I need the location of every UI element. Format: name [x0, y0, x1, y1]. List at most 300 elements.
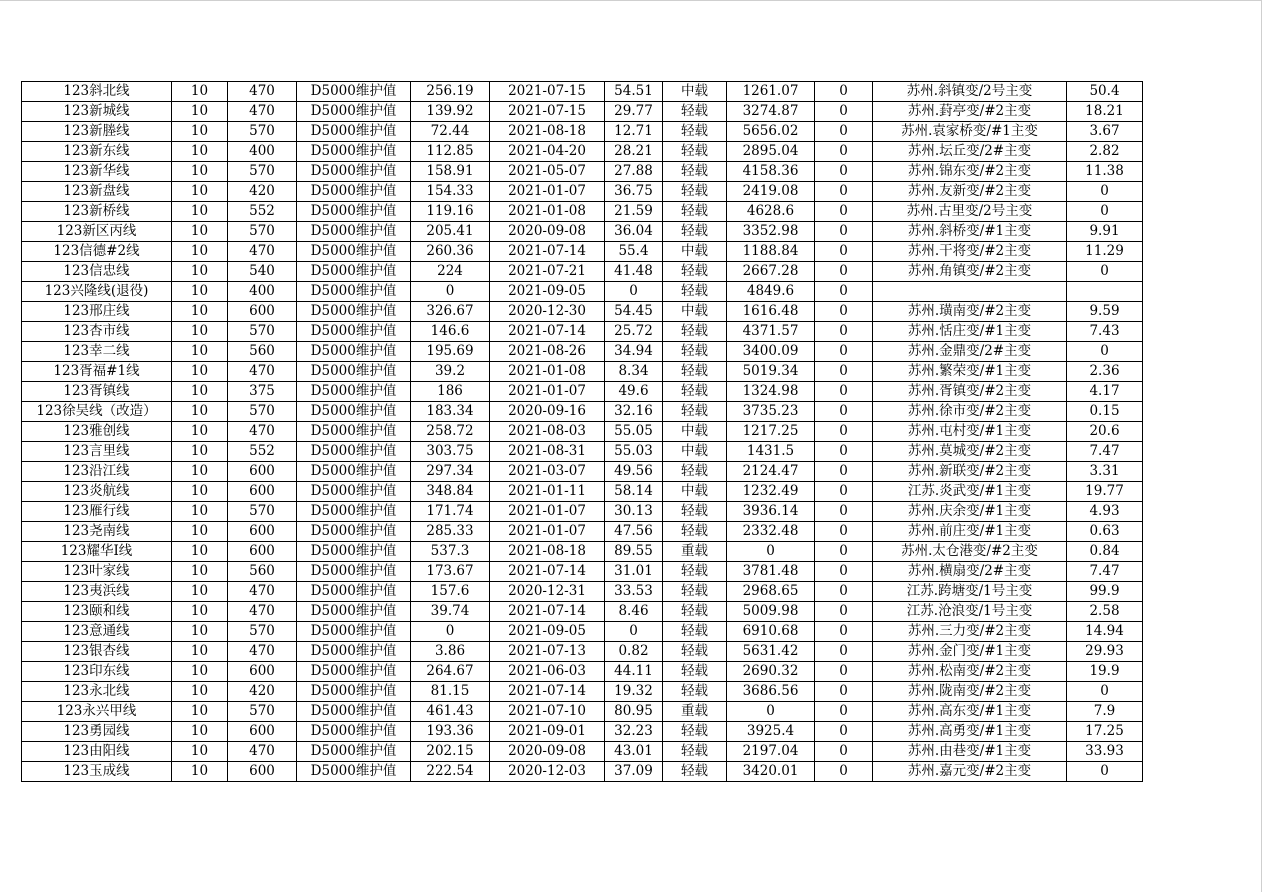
value-cell: 0: [1067, 262, 1143, 282]
flag-cell: 0: [815, 382, 873, 402]
line-name-cell: 123杏市线: [22, 322, 172, 342]
load-status-cell: 中载: [663, 242, 727, 262]
voltage-cell: 10: [172, 442, 228, 462]
rating-cell: 420: [228, 182, 297, 202]
value-cell: 7.9: [1067, 702, 1143, 722]
current-cell: 154.33: [411, 182, 490, 202]
line-name-cell: 123新东线: [22, 142, 172, 162]
value-cell: 0: [1067, 202, 1143, 222]
line-name-cell: 123邢庄线: [22, 302, 172, 322]
spare-capacity-cell: 1232.49: [727, 482, 815, 502]
rating-cell: 570: [228, 702, 297, 722]
spare-capacity-cell: 3925.4: [727, 722, 815, 742]
value-cell: [1067, 282, 1143, 302]
transformer-cell: 苏州.胥镇变/#2主变: [873, 382, 1067, 402]
transformer-cell: 苏州.横扇变/2#主变: [873, 562, 1067, 582]
table-row: [22, 82, 1143, 102]
rating-cell: 470: [228, 582, 297, 602]
date-cell: 2021-06-03: [490, 662, 605, 682]
value-cell: 7.43: [1067, 322, 1143, 342]
value-cell: 0.63: [1067, 522, 1143, 542]
spare-capacity-cell: 1188.84: [727, 242, 815, 262]
source-cell: D5000维护值: [297, 282, 411, 302]
rating-cell: 570: [228, 122, 297, 142]
spare-capacity-cell: 1431.5: [727, 442, 815, 462]
load-rate-cell: 34.94: [605, 342, 663, 362]
date-cell: 2021-01-08: [490, 362, 605, 382]
flag-cell: 0: [815, 522, 873, 542]
source-cell: D5000维护值: [297, 202, 411, 222]
value-cell: 18.21: [1067, 102, 1143, 122]
source-cell: D5000维护值: [297, 162, 411, 182]
load-status-cell: 轻载: [663, 162, 727, 182]
current-cell: 72.44: [411, 122, 490, 142]
load-status-cell: 轻载: [663, 642, 727, 662]
date-cell: 2021-07-14: [490, 322, 605, 342]
current-cell: 258.72: [411, 422, 490, 442]
value-cell: 17.25: [1067, 722, 1143, 742]
table-body: [22, 82, 1143, 782]
value-cell: 14.94: [1067, 622, 1143, 642]
source-cell: D5000维护值: [297, 182, 411, 202]
voltage-cell: 10: [172, 682, 228, 702]
current-cell: 119.16: [411, 202, 490, 222]
voltage-cell: 10: [172, 82, 228, 102]
transformer-cell: 苏州.恬庄变/#1主变: [873, 322, 1067, 342]
load-rate-cell: 49.56: [605, 462, 663, 482]
line-name-cell: 123幸二线: [22, 342, 172, 362]
line-name-cell: 123言里线: [22, 442, 172, 462]
source-cell: D5000维护值: [297, 502, 411, 522]
line-name-cell: 123新桥线: [22, 202, 172, 222]
line-name-cell: 123新盘线: [22, 182, 172, 202]
source-cell: D5000维护值: [297, 382, 411, 402]
date-cell: 2020-09-16: [490, 402, 605, 422]
spare-capacity-cell: 3686.56: [727, 682, 815, 702]
spare-capacity-cell: 4849.6: [727, 282, 815, 302]
table-row: [22, 282, 1143, 302]
load-status-cell: 轻载: [663, 142, 727, 162]
load-rate-cell: 54.51: [605, 82, 663, 102]
voltage-cell: 10: [172, 762, 228, 782]
spare-capacity-cell: 5656.02: [727, 122, 815, 142]
flag-cell: 0: [815, 182, 873, 202]
table-row: [22, 442, 1143, 462]
current-cell: 303.75: [411, 442, 490, 462]
date-cell: 2021-01-08: [490, 202, 605, 222]
flag-cell: 0: [815, 662, 873, 682]
line-name-cell: 123颐和线: [22, 602, 172, 622]
flag-cell: 0: [815, 482, 873, 502]
date-cell: 2020-12-03: [490, 762, 605, 782]
line-name-cell: 123意通线: [22, 622, 172, 642]
value-cell: 11.38: [1067, 162, 1143, 182]
date-cell: 2021-08-03: [490, 422, 605, 442]
spare-capacity-cell: 0: [727, 542, 815, 562]
load-rate-cell: 89.55: [605, 542, 663, 562]
transformer-cell: 江苏.炎武变/#1主变: [873, 482, 1067, 502]
rating-cell: 570: [228, 322, 297, 342]
load-status-cell: 重载: [663, 542, 727, 562]
value-cell: 0: [1067, 682, 1143, 702]
load-status-cell: 轻载: [663, 122, 727, 142]
value-cell: 4.17: [1067, 382, 1143, 402]
source-cell: D5000维护值: [297, 582, 411, 602]
voltage-cell: 10: [172, 702, 228, 722]
date-cell: 2021-01-07: [490, 182, 605, 202]
value-cell: 99.9: [1067, 582, 1143, 602]
current-cell: 260.36: [411, 242, 490, 262]
current-cell: 112.85: [411, 142, 490, 162]
spare-capacity-cell: 2667.28: [727, 262, 815, 282]
load-status-cell: 轻载: [663, 462, 727, 482]
flag-cell: 0: [815, 502, 873, 522]
current-cell: 39.74: [411, 602, 490, 622]
spare-capacity-cell: 1324.98: [727, 382, 815, 402]
line-name-cell: 123银杏线: [22, 642, 172, 662]
load-rate-cell: 30.13: [605, 502, 663, 522]
line-name-cell: 123叶家线: [22, 562, 172, 582]
rating-cell: 470: [228, 422, 297, 442]
voltage-cell: 10: [172, 662, 228, 682]
voltage-cell: 10: [172, 482, 228, 502]
spare-capacity-cell: 1616.48: [727, 302, 815, 322]
table-row: [22, 102, 1143, 122]
value-cell: 33.93: [1067, 742, 1143, 762]
load-rate-cell: 32.23: [605, 722, 663, 742]
load-status-cell: 轻载: [663, 762, 727, 782]
voltage-cell: 10: [172, 322, 228, 342]
current-cell: 326.67: [411, 302, 490, 322]
table-row: [22, 482, 1143, 502]
source-cell: D5000维护值: [297, 642, 411, 662]
flag-cell: 0: [815, 742, 873, 762]
spare-capacity-cell: 3735.23: [727, 402, 815, 422]
table-row: [22, 542, 1143, 562]
spare-capacity-cell: 6910.68: [727, 622, 815, 642]
transformer-cell: 苏州.袁家桥变/#1主变: [873, 122, 1067, 142]
current-cell: 256.19: [411, 82, 490, 102]
load-rate-cell: 28.21: [605, 142, 663, 162]
voltage-cell: 10: [172, 342, 228, 362]
flag-cell: 0: [815, 682, 873, 702]
voltage-cell: 10: [172, 362, 228, 382]
rating-cell: 600: [228, 482, 297, 502]
load-status-cell: 轻载: [663, 502, 727, 522]
current-cell: 157.6: [411, 582, 490, 602]
load-rate-cell: 0.82: [605, 642, 663, 662]
voltage-cell: 10: [172, 622, 228, 642]
spare-capacity-cell: 4628.6: [727, 202, 815, 222]
transformer-cell: 江苏.跨塘变/1号主变: [873, 582, 1067, 602]
table-row: [22, 302, 1143, 322]
load-status-cell: 轻载: [663, 402, 727, 422]
transformer-cell: 苏州.友新变/#2主变: [873, 182, 1067, 202]
load-rate-cell: 19.32: [605, 682, 663, 702]
load-status-cell: 轻载: [663, 562, 727, 582]
flag-cell: 0: [815, 222, 873, 242]
source-cell: D5000维护值: [297, 462, 411, 482]
load-rate-cell: 0: [605, 622, 663, 642]
line-name-cell: 123新区丙线: [22, 222, 172, 242]
rating-cell: 600: [228, 762, 297, 782]
rating-cell: 570: [228, 402, 297, 422]
table-row: [22, 602, 1143, 622]
rating-cell: 600: [228, 302, 297, 322]
source-cell: D5000维护值: [297, 222, 411, 242]
spare-capacity-cell: 3352.98: [727, 222, 815, 242]
transformer-cell: 苏州.嘉元变/#2主变: [873, 762, 1067, 782]
current-cell: 264.67: [411, 662, 490, 682]
flag-cell: 0: [815, 302, 873, 322]
load-status-cell: 轻载: [663, 682, 727, 702]
date-cell: 2021-07-10: [490, 702, 605, 722]
line-name-cell: 123信德#2线: [22, 242, 172, 262]
source-cell: D5000维护值: [297, 742, 411, 762]
load-status-cell: 轻载: [663, 362, 727, 382]
spare-capacity-cell: 3936.14: [727, 502, 815, 522]
spare-capacity-cell: 3420.01: [727, 762, 815, 782]
transformer-cell: 苏州.角镇变/#2主变: [873, 262, 1067, 282]
load-rate-cell: 80.95: [605, 702, 663, 722]
date-cell: 2021-07-14: [490, 242, 605, 262]
current-cell: 39.2: [411, 362, 490, 382]
line-name-cell: 123勇园线: [22, 722, 172, 742]
transformer-cell: 苏州.三力变/#2主变: [873, 622, 1067, 642]
rating-cell: 552: [228, 442, 297, 462]
value-cell: 19.9: [1067, 662, 1143, 682]
date-cell: 2021-08-31: [490, 442, 605, 462]
value-cell: 0.84: [1067, 542, 1143, 562]
flag-cell: 0: [815, 242, 873, 262]
rating-cell: 470: [228, 82, 297, 102]
source-cell: D5000维护值: [297, 562, 411, 582]
line-name-cell: 123胥福#1线: [22, 362, 172, 382]
line-name-cell: 123斜北线: [22, 82, 172, 102]
load-status-cell: 中载: [663, 302, 727, 322]
current-cell: 193.36: [411, 722, 490, 742]
value-cell: 0.15: [1067, 402, 1143, 422]
voltage-cell: 10: [172, 302, 228, 322]
date-cell: 2021-07-21: [490, 262, 605, 282]
current-cell: 146.6: [411, 322, 490, 342]
value-cell: 20.6: [1067, 422, 1143, 442]
flag-cell: 0: [815, 642, 873, 662]
transformer-cell: 苏州.新联变/#2主变: [873, 462, 1067, 482]
table-row: [22, 242, 1143, 262]
voltage-cell: 10: [172, 282, 228, 302]
transformer-cell: 苏州.坛丘变/2#主变: [873, 142, 1067, 162]
flag-cell: 0: [815, 722, 873, 742]
source-cell: D5000维护值: [297, 362, 411, 382]
spare-capacity-cell: 2968.65: [727, 582, 815, 602]
value-cell: 11.29: [1067, 242, 1143, 262]
flag-cell: 0: [815, 202, 873, 222]
rating-cell: 600: [228, 722, 297, 742]
flag-cell: 0: [815, 562, 873, 582]
load-rate-cell: 47.56: [605, 522, 663, 542]
date-cell: 2021-09-01: [490, 722, 605, 742]
transformer-cell: 苏州.锦东变/#2主变: [873, 162, 1067, 182]
date-cell: 2021-09-05: [490, 282, 605, 302]
value-cell: 4.93: [1067, 502, 1143, 522]
voltage-cell: 10: [172, 402, 228, 422]
rating-cell: 470: [228, 742, 297, 762]
rating-cell: 540: [228, 262, 297, 282]
load-rate-cell: 58.14: [605, 482, 663, 502]
line-name-cell: 123印东线: [22, 662, 172, 682]
rating-cell: 470: [228, 642, 297, 662]
date-cell: 2020-09-08: [490, 222, 605, 242]
load-status-cell: 重载: [663, 702, 727, 722]
table-row: [22, 342, 1143, 362]
transformer-cell: 苏州.高勇变/#1主变: [873, 722, 1067, 742]
date-cell: 2021-08-26: [490, 342, 605, 362]
current-cell: 195.69: [411, 342, 490, 362]
voltage-cell: 10: [172, 122, 228, 142]
spare-capacity-cell: 2197.04: [727, 742, 815, 762]
flag-cell: 0: [815, 762, 873, 782]
table-row: [22, 502, 1143, 522]
spare-capacity-cell: 0: [727, 702, 815, 722]
flag-cell: 0: [815, 602, 873, 622]
current-cell: 222.54: [411, 762, 490, 782]
source-cell: D5000维护值: [297, 442, 411, 462]
load-rate-cell: 36.04: [605, 222, 663, 242]
transformer-cell: 苏州.干将变/#2主变: [873, 242, 1067, 262]
load-rate-cell: 0: [605, 282, 663, 302]
table-row: [22, 402, 1143, 422]
current-cell: 202.15: [411, 742, 490, 762]
voltage-cell: 10: [172, 182, 228, 202]
page-top-edge: [0, 0, 1262, 1]
spare-capacity-cell: 3781.48: [727, 562, 815, 582]
load-rate-cell: 55.03: [605, 442, 663, 462]
line-name-cell: 123永北线: [22, 682, 172, 702]
source-cell: D5000维护值: [297, 682, 411, 702]
source-cell: D5000维护值: [297, 542, 411, 562]
flag-cell: 0: [815, 582, 873, 602]
source-cell: D5000维护值: [297, 602, 411, 622]
voltage-cell: 10: [172, 722, 228, 742]
spare-capacity-cell: 1217.25: [727, 422, 815, 442]
spare-capacity-cell: 5019.34: [727, 362, 815, 382]
current-cell: 81.15: [411, 682, 490, 702]
voltage-cell: 10: [172, 242, 228, 262]
date-cell: 2021-04-20: [490, 142, 605, 162]
value-cell: 9.59: [1067, 302, 1143, 322]
load-status-cell: 轻载: [663, 262, 727, 282]
flag-cell: 0: [815, 122, 873, 142]
load-rate-cell: 27.88: [605, 162, 663, 182]
spare-capacity-cell: 2419.08: [727, 182, 815, 202]
voltage-cell: 10: [172, 562, 228, 582]
load-status-cell: 轻载: [663, 602, 727, 622]
transformer-cell: 苏州.高东变/#1主变: [873, 702, 1067, 722]
transformer-cell: 苏州.太仓港变/#2主变: [873, 542, 1067, 562]
voltage-cell: 10: [172, 462, 228, 482]
load-status-cell: 轻载: [663, 202, 727, 222]
rating-cell: 600: [228, 542, 297, 562]
current-cell: 139.92: [411, 102, 490, 122]
source-cell: D5000维护值: [297, 662, 411, 682]
transformer-cell: 苏州.斜桥变/#1主变: [873, 222, 1067, 242]
load-status-cell: 轻载: [663, 282, 727, 302]
table-row: [22, 562, 1143, 582]
flag-cell: 0: [815, 82, 873, 102]
source-cell: D5000维护值: [297, 402, 411, 422]
source-cell: D5000维护值: [297, 322, 411, 342]
load-status-cell: 轻载: [663, 102, 727, 122]
transformer-cell: 苏州.葑亭变/#2主变: [873, 102, 1067, 122]
flag-cell: 0: [815, 702, 873, 722]
voltage-cell: 10: [172, 142, 228, 162]
transformer-cell: 苏州.徐市变/#2主变: [873, 402, 1067, 422]
transformer-cell: 苏州.松南变/#2主变: [873, 662, 1067, 682]
date-cell: 2020-09-08: [490, 742, 605, 762]
table-row: [22, 522, 1143, 542]
table-row: [22, 462, 1143, 482]
line-name-cell: 123尧南线: [22, 522, 172, 542]
rating-cell: 400: [228, 282, 297, 302]
source-cell: D5000维护值: [297, 482, 411, 502]
current-cell: 183.34: [411, 402, 490, 422]
voltage-cell: 10: [172, 502, 228, 522]
rating-cell: 570: [228, 502, 297, 522]
date-cell: 2021-07-14: [490, 562, 605, 582]
voltage-cell: 10: [172, 542, 228, 562]
date-cell: 2021-08-18: [490, 122, 605, 142]
source-cell: D5000维护值: [297, 122, 411, 142]
feeder-load-table: [21, 81, 1143, 782]
flag-cell: 0: [815, 142, 873, 162]
line-name-cell: 123兴隆线(退役): [22, 282, 172, 302]
load-rate-cell: 12.71: [605, 122, 663, 142]
line-name-cell: 123炎航线: [22, 482, 172, 502]
load-status-cell: 中载: [663, 442, 727, 462]
rating-cell: 420: [228, 682, 297, 702]
flag-cell: 0: [815, 442, 873, 462]
table-row: [22, 162, 1143, 182]
spare-capacity-cell: 2895.04: [727, 142, 815, 162]
load-status-cell: 轻载: [663, 322, 727, 342]
spare-capacity-cell: 2124.47: [727, 462, 815, 482]
transformer-cell: 苏州.古里变/2号主变: [873, 202, 1067, 222]
load-status-cell: 中载: [663, 422, 727, 442]
flag-cell: 0: [815, 622, 873, 642]
voltage-cell: 10: [172, 422, 228, 442]
flag-cell: 0: [815, 422, 873, 442]
value-cell: 7.47: [1067, 442, 1143, 462]
value-cell: 0: [1067, 762, 1143, 782]
rating-cell: 600: [228, 662, 297, 682]
table-row: [22, 362, 1143, 382]
spare-capacity-cell: 4371.57: [727, 322, 815, 342]
transformer-cell: 苏州.繁荣变/#1主变: [873, 362, 1067, 382]
rating-cell: 470: [228, 102, 297, 122]
date-cell: 2021-07-14: [490, 682, 605, 702]
transformer-cell: 苏州.莫城变/#2主变: [873, 442, 1067, 462]
source-cell: D5000维护值: [297, 142, 411, 162]
load-status-cell: 轻载: [663, 342, 727, 362]
load-rate-cell: 31.01: [605, 562, 663, 582]
load-rate-cell: 37.09: [605, 762, 663, 782]
value-cell: 3.31: [1067, 462, 1143, 482]
load-rate-cell: 21.59: [605, 202, 663, 222]
value-cell: 2.82: [1067, 142, 1143, 162]
load-status-cell: 轻载: [663, 222, 727, 242]
flag-cell: 0: [815, 162, 873, 182]
